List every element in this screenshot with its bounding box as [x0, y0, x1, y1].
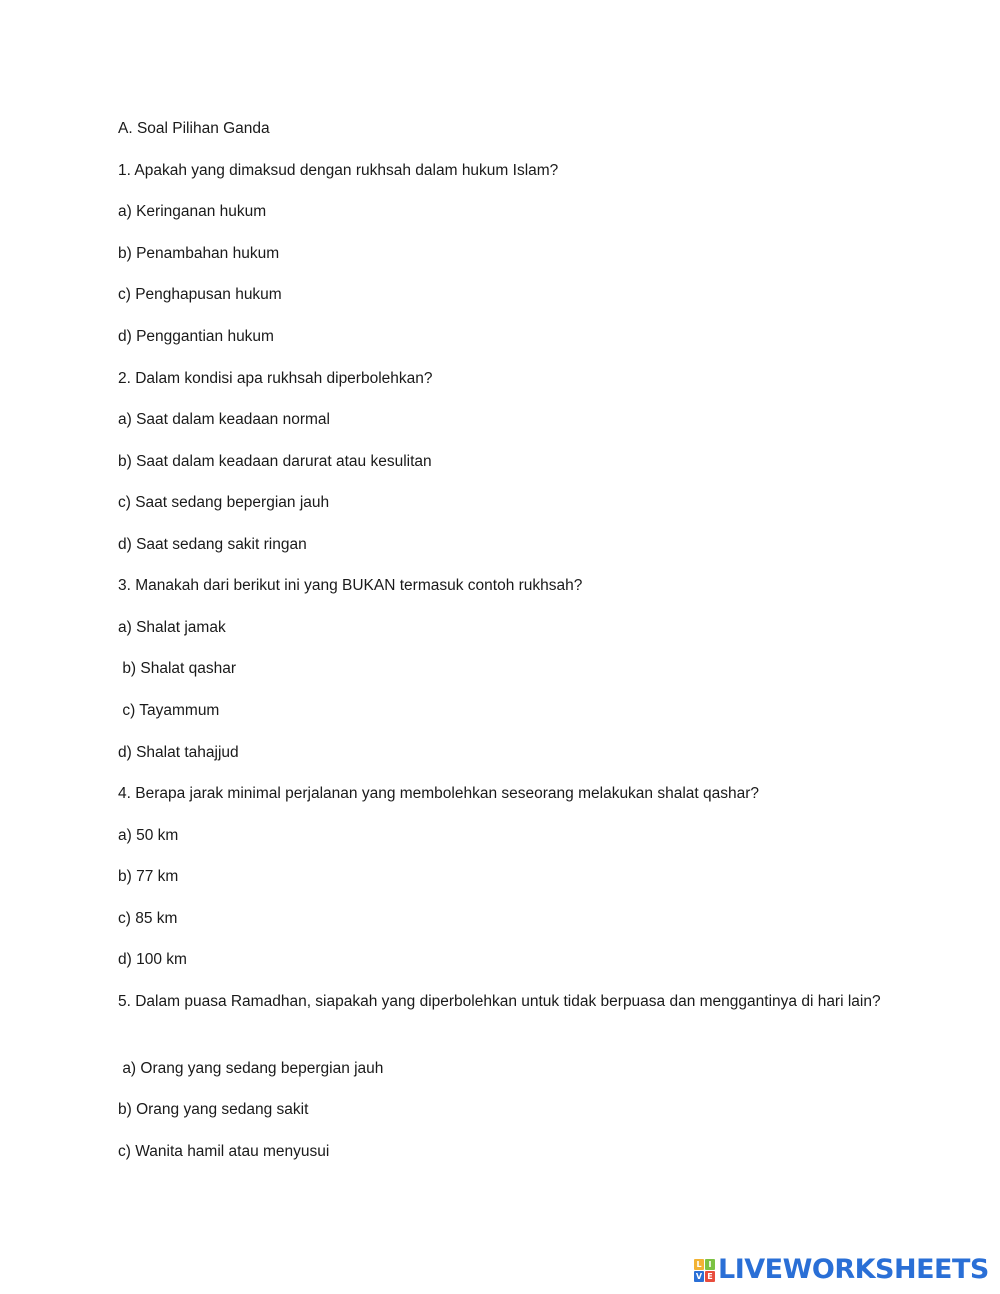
liveworksheets-logo — [694, 1255, 989, 1285]
question-2-option-d: d) Saat sedang sakit ringan — [118, 536, 307, 553]
logo-mark-letter: L — [694, 1259, 704, 1270]
question-3-option-d: d) Shalat tahajjud — [118, 744, 239, 761]
question-1-option-a: a) Keringanan hukum — [118, 203, 267, 220]
question-3: 3. Manakah dari berikut ini yang BUKAN termasuk contoh rukhsah? — [118, 577, 583, 594]
logo-mark-letter: E — [705, 1271, 715, 1282]
question-5-option-c: c) Wanita hamil atau menyusui — [118, 1143, 330, 1160]
question-5-option-a: a) Orang yang sedang bepergian jauh — [118, 1060, 384, 1077]
section-title: A. Soal Pilihan Ganda — [118, 120, 270, 137]
question-4-option-d: d) 100 km — [118, 951, 187, 968]
question-1-option-b: b) Penambahan hukum — [118, 245, 280, 262]
question-5: 5. Dalam puasa Ramadhan, siapakah yang diperbolehkan untuk tidak berpuasa dan menggantinya di hari lain? — [118, 993, 881, 1010]
question-1-option-d: d) Penggantian hukum — [118, 328, 274, 345]
question-2: 2. Dalam kondisi apa rukhsah diperbolehkan? — [118, 370, 433, 387]
question-4-option-a: a) 50 km — [118, 827, 179, 844]
question-2-option-a: a) Saat dalam keadaan normal — [118, 411, 330, 428]
logo-mark-icon — [694, 1259, 715, 1282]
question-2-option-b: b) Saat dalam keadaan darurat atau kesulitan — [118, 453, 432, 470]
logo-mark-letter: V — [695, 1271, 703, 1281]
logo-wordmark: LIVEWORKSHEETS — [718, 1254, 989, 1285]
logo-mark-letter: I — [705, 1259, 715, 1270]
question-4: 4. Berapa jarak minimal perjalanan yang membolehkan seseorang melakukan shalat qashar? — [118, 785, 760, 802]
question-3-option-a: a) Shalat jamak — [118, 619, 226, 636]
question-3-option-c: c) Tayammum — [118, 702, 220, 719]
question-5-option-b: b) Orang yang sedang sakit — [118, 1101, 309, 1118]
question-1: 1. Apakah yang dimaksud dengan rukhsah dalam hukum Islam? — [118, 162, 559, 179]
question-1-option-c: c) Penghapusan hukum — [118, 286, 282, 303]
question-3-option-b: b) Shalat qashar — [118, 660, 237, 677]
question-4-option-b: b) 77 km — [118, 868, 179, 885]
question-4-option-c: c) 85 km — [118, 910, 178, 927]
question-2-option-c: c) Saat sedang bepergian jauh — [118, 494, 330, 511]
